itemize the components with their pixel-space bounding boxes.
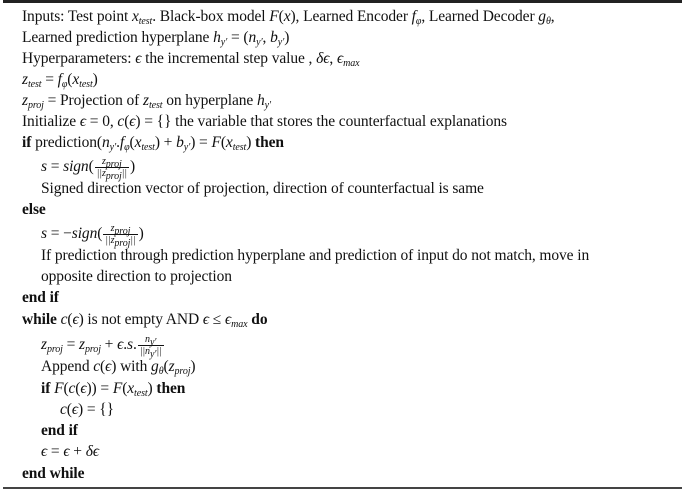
algo-line-inner-end-if xyxy=(41,422,78,440)
algo-line-mismatch-1 xyxy=(41,247,589,265)
algo-line-inner-if: if $F(c(\epsilon)) = F(x_{test})$ then xyxy=(41,380,186,399)
keyword-end-if: end if xyxy=(22,289,59,306)
algo-line-mismatch-2 xyxy=(41,268,232,286)
keyword-if: if xyxy=(22,134,32,151)
keyword-else: else xyxy=(22,201,46,218)
text: . Black-box model xyxy=(152,8,270,25)
text: Initialize xyxy=(22,113,80,130)
algo-line-while: while c(ϵ) is not empty AND $\epsilon \le \epsilon_{max}$ do xyxy=(22,311,268,330)
text: opposite direction to projection xyxy=(41,268,232,285)
text: Learned prediction hyperplane xyxy=(22,29,214,46)
text: , Learned Decoder xyxy=(421,8,539,25)
algo-line-append: Append c(ϵ) with $g_\theta(z_{proj})$ xyxy=(41,358,196,377)
algo-line-if: if $prediction(n_{y'}.f_\varphi(x_{test}) + b_{y'}) = F(x_{test})$ then xyxy=(22,134,284,153)
keyword-while: while xyxy=(22,311,57,328)
text: Append xyxy=(41,358,94,375)
algo-line-hyperparameters: Hyperparameters: ϵ the incremental step value , δϵ, $\epsilon_{max}$ xyxy=(22,50,360,69)
text: the incremental step value , xyxy=(141,50,317,67)
algo-line-increment: ϵ = ϵ + δϵ xyxy=(41,443,99,460)
top-rule xyxy=(3,0,682,3)
text: on hyperplane xyxy=(162,92,257,109)
algo-line-signed-comment xyxy=(41,180,484,198)
text: prediction xyxy=(35,134,97,151)
algo-line-reset-c: c(ϵ) = {} xyxy=(60,401,114,418)
text: the variable that stores the counterfactual explanations xyxy=(171,113,507,130)
algo-line-sign: s = sign( $\frac{z_{proj}}{||z_{proj}||}$ ) xyxy=(41,156,136,182)
keyword-then: then xyxy=(255,134,284,151)
bottom-rule xyxy=(3,487,682,489)
fraction: $\frac{z_{proj}}{||z_{proj}||}$ xyxy=(96,156,127,182)
fraction: $\frac{n_{y'}}{||n_{y'}||}$ xyxy=(139,334,162,360)
text: , Learned Encoder xyxy=(295,8,412,25)
text: = Projection of xyxy=(43,92,144,109)
text: with xyxy=(116,358,152,375)
keyword-then: then xyxy=(156,380,186,397)
keyword-do: do xyxy=(251,311,268,328)
text: Inputs: Test point xyxy=(22,8,132,25)
algo-line-update-zproj: $z_{proj} = z_{proj} + \epsilon.s$. $\frac{n_{y'}}{||n_{y'}||}$ xyxy=(41,334,162,360)
text: If prediction through prediction hyperplane and prediction of input do not match, move in xyxy=(41,247,590,264)
algo-line-neg-sign: s = −sign( $\frac{z_{proj}}{||z_{proj}||}$ ) xyxy=(41,223,144,249)
algo-line-end-while xyxy=(22,465,84,483)
algo-line-hyperplane: Learned prediction hyperplane $h_{y'} = (n_{y'}$, $b_{y'}$) xyxy=(22,29,290,48)
text: Hyperparameters: xyxy=(22,50,136,67)
text: is not empty AND xyxy=(83,311,203,328)
algo-line-inputs: Inputs: Test point $x_{test}$. Black-box model F(x), Learned Encoder $f_\varphi$, Learned Decoder $g_\theta$, xyxy=(22,8,555,27)
algo-line-ztest: $z_{test} = f_\varphi(x_{test})$ xyxy=(22,71,98,90)
fraction: $\frac{z_{proj}}{||z_{proj}||}$ xyxy=(105,223,136,249)
algo-line-zproj: $z_{proj}$ = Projection of $z_{test}$ on hyperplane $h_{y'}$ xyxy=(22,92,272,111)
keyword-end-if: end if xyxy=(41,422,78,439)
keyword-end-while: end while xyxy=(22,465,85,482)
keyword-if: if xyxy=(41,380,51,397)
algo-line-initialize: Initialize ϵ = 0, c(ϵ) = {} the variable that stores the counterfactual explanations xyxy=(22,113,507,130)
algo-line-else xyxy=(22,201,46,219)
algo-line-end-if xyxy=(22,289,59,307)
text: Signed direction vector of projection, direction of counterfactual is same xyxy=(41,180,484,197)
